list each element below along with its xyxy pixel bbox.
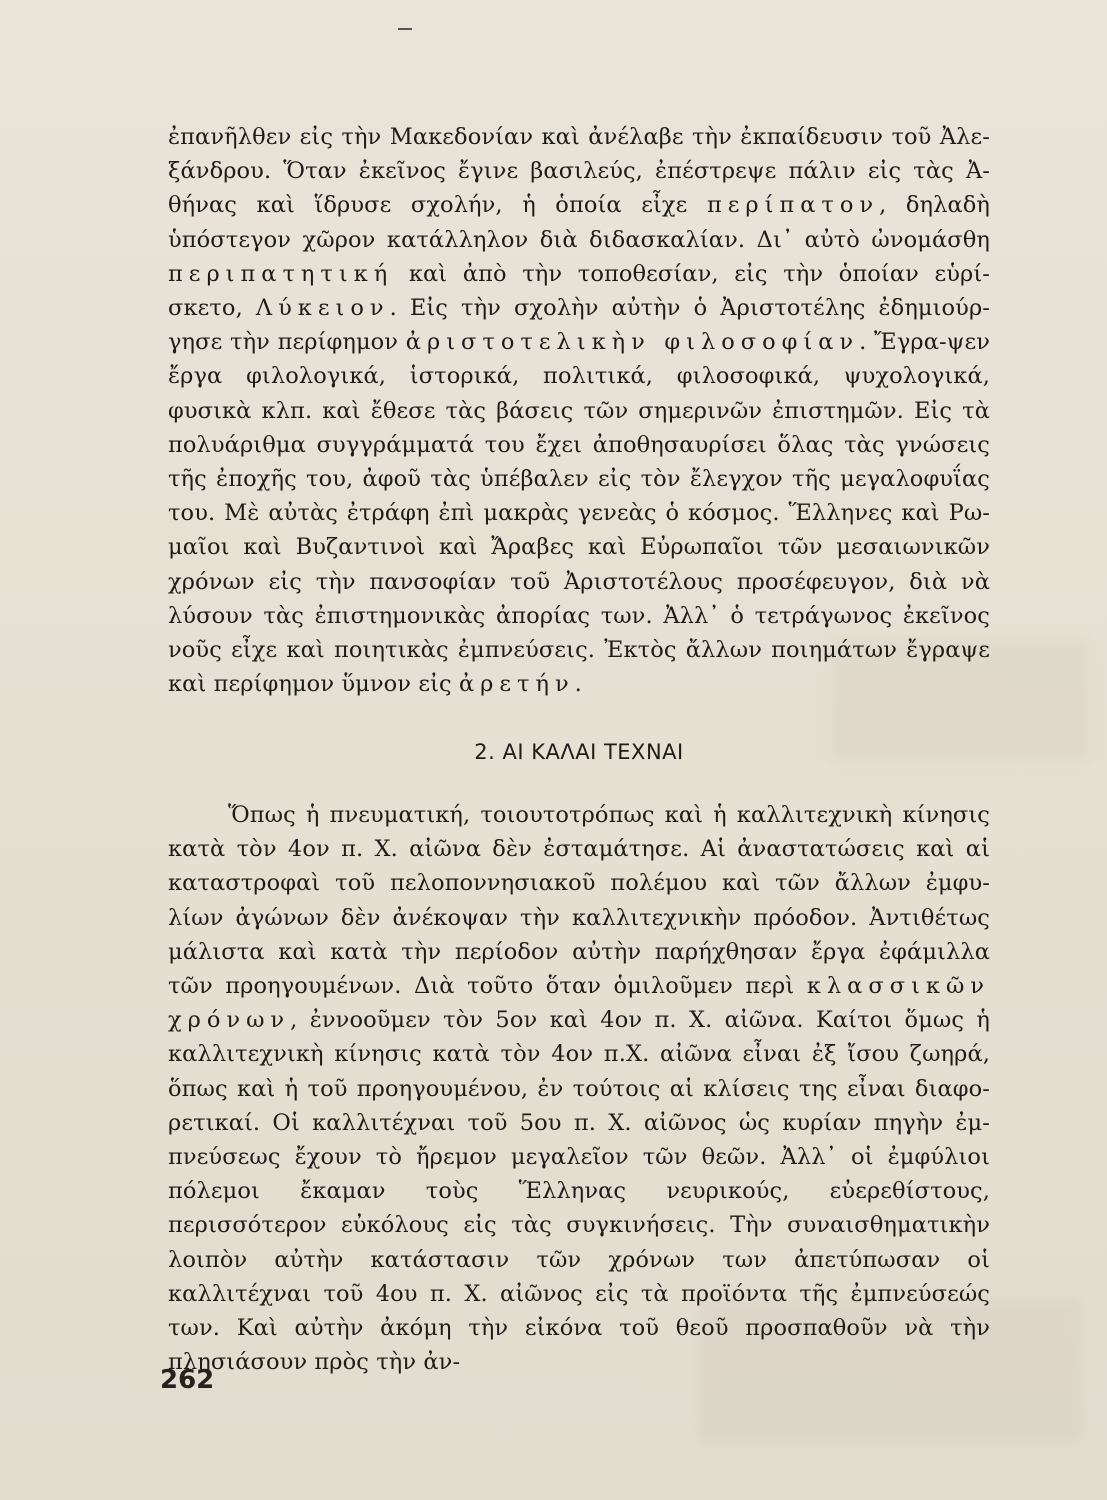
emphasis-virtue: ἀρετήν: [458, 671, 575, 698]
text-run: ἐπανῆλθεν εἰς τὴν Μακεδονίαν καὶ ἀνέλαβε τὴν ἐκπαίδευσιν τοῦ Ἀλε-ξάνδρου. Ὅταν ἐκεῖνος ἔγινε βασιλεύς, ἐπέστρεψε πάλιν εἰς τὰς Ἀ-θήνας καὶ ἵδρυσε σχολήν, ἡ ὁποία εἶχε: [168, 124, 990, 219]
text-run: . Εἰς τὴν σχολὴν αὐτὴν ὁ Ἀριστοτέλης ἐδημιούρ-γησε τὴν περίφημον: [168, 295, 990, 356]
text-run: .: [574, 671, 582, 698]
paragraph-fine-arts: [168, 798, 990, 1379]
text-run: , ἐννοοῦμεν τὸν 5ον καὶ 4ον π. Χ. αἰῶνα. Καίτοι ὅμως ἡ καλλιτεχνικὴ κίνησις κατὰ τὸν 4ον π.Χ. αἰῶνα εἶναι ἐξ ἴσου ζωηρά, ὅπως καὶ ἡ τοῦ προηγουμένου, ἐν τούτοις αἱ κλίσεις της εἶναι διαφο-ρετικαί. Οἱ καλλιτέχναι τοῦ 5ου π. Χ. αἰῶνος ὡς κυρίαν πηγὴν ἐμ-πνεύσεως ἔχουν τὸ ἤρεμον μεγαλεῖον τῶν θεῶν. Ἀλλ᾿ οἱ ἐμφύλιοι πόλεμοι ἔκαμαν τοὺς Ἕλληνας νευρικούς, εὐερεθίστους, περισσότερον εὐκόλους εἰς τὰς συγκινήσεις. Τὴν συναισθηματικὴν λοιπὸν αὐτὴν κατάστασιν τῶν χρόνων των ἀπετύπωσαν οἱ καλλιτέχναι τοῦ 4ου π. Χ. αἰῶνος εἰς τὰ προϊόντα τῆς ἐμπνεύσεώς των. Καὶ αὐτὴν ἀκόμη τὴν εἰκόνα τοῦ θεοῦ προσπαθοῦν νὰ τὴν πλησιάσουν πρὸς τὴν ἀν-: [168, 1007, 990, 1376]
emphasis-aristotelian-philosophy: ἀριστοτελικὴν φιλοσοφίαν: [405, 329, 860, 356]
emphasis-classical-times: κλασσικῶν χρόνων: [168, 973, 990, 1034]
page-number: 262: [160, 1365, 215, 1395]
paragraph-aristotle: [168, 120, 990, 701]
section-heading: 2. ΑΙ ΚΑΛΑΙ ΤΕΧΝΑΙ: [474, 740, 684, 764]
text-run: . Ἔγρα-ψεν ἔργα φιλολογικά, ἱστορικά, πολιτικά, φιλοσοφικά, ψυχολογικά, φυσικὰ κλπ. καὶ ἔθεσε τὰς βάσεις τῶν σημερινῶν ἐπιστημῶν. Εἰς τὰ πολυάριθμα συγγράμματά του ἔχει ἀποθησαυρίσει ὅλας τὰς γνώσεις τῆς ἐποχῆς του, ἀφοῦ τὰς ὑπέβαλεν εἰς τὸν ἔλεγχον τῆς μεγαλοφυΐας του. Μὲ αὐτὰς ἐτράφη ἐπὶ μακρὰς γενεὰς ὁ κόσμος. Ἕλληνες καὶ Ρω-μαῖοι καὶ Βυζαντινοὶ καὶ Ἄραβες καὶ Εὐρωπαῖοι τῶν μεσαιωνικῶν χρόνων εἰς τὴν πανσοφίαν τοῦ Ἀριστοτέλους προσέφευγον, διὰ νὰ λύσουν τὰς ἐπιστημονικὰς ἀπορίας των. Ἀλλ᾿ ὁ τετράγωνος ἐκεῖνος νοῦς εἶχε καὶ ποιητικὰς ἐμπνεύσεις. Ἐκτὸς ἄλλων ποιημάτων ἔγραψε καὶ περίφημον ὕμνον εἰς: [168, 329, 990, 698]
emphasis-peripatetic: περιπατητική: [168, 260, 394, 287]
text-run: καὶ ἀπὸ τὴν τοποθεσίαν, εἰς τὴν ὁποίαν εὑρί-σκετο,: [168, 260, 990, 322]
text-run: Ὅπως ἡ πνευματική, τοιουτοτρόπως καὶ ἡ καλλιτεχνικὴ κίνησις κατὰ τὸν 4ον π. Χ. αἰῶνα δὲν ἐσταμάτησε. Αἱ ἀναστατώσεις καὶ αἱ καταστροφαὶ τοῦ πελοποννησιακοῦ πολέμου καὶ τῶν ἄλλων ἐμφυ-λίων ἀγώνων δὲν ἀνέκοψαν τὴν καλλιτεχνικὴν πρόοδον. Ἀντιθέτως μάλιστα καὶ κατὰ τὴν περίοδον αὐτὴν παρήχθησαν ἔργα ἐφάμιλλα τῶν προηγουμένων. Διὰ τοῦτο ὅταν ὁμιλοῦμεν περὶ: [168, 802, 990, 1000]
emphasis-peripatos: περίπατον: [706, 192, 880, 219]
emphasis-lyceum: Λύκειον: [255, 295, 390, 322]
text-run: , δηλαδὴ ὑπόστεγον χῶρον κατάλληλον διὰ διδασκαλίαν. Δι᾿ αὐτὸ ὠνομάσθη: [168, 192, 990, 253]
printer-mark: [398, 28, 412, 30]
